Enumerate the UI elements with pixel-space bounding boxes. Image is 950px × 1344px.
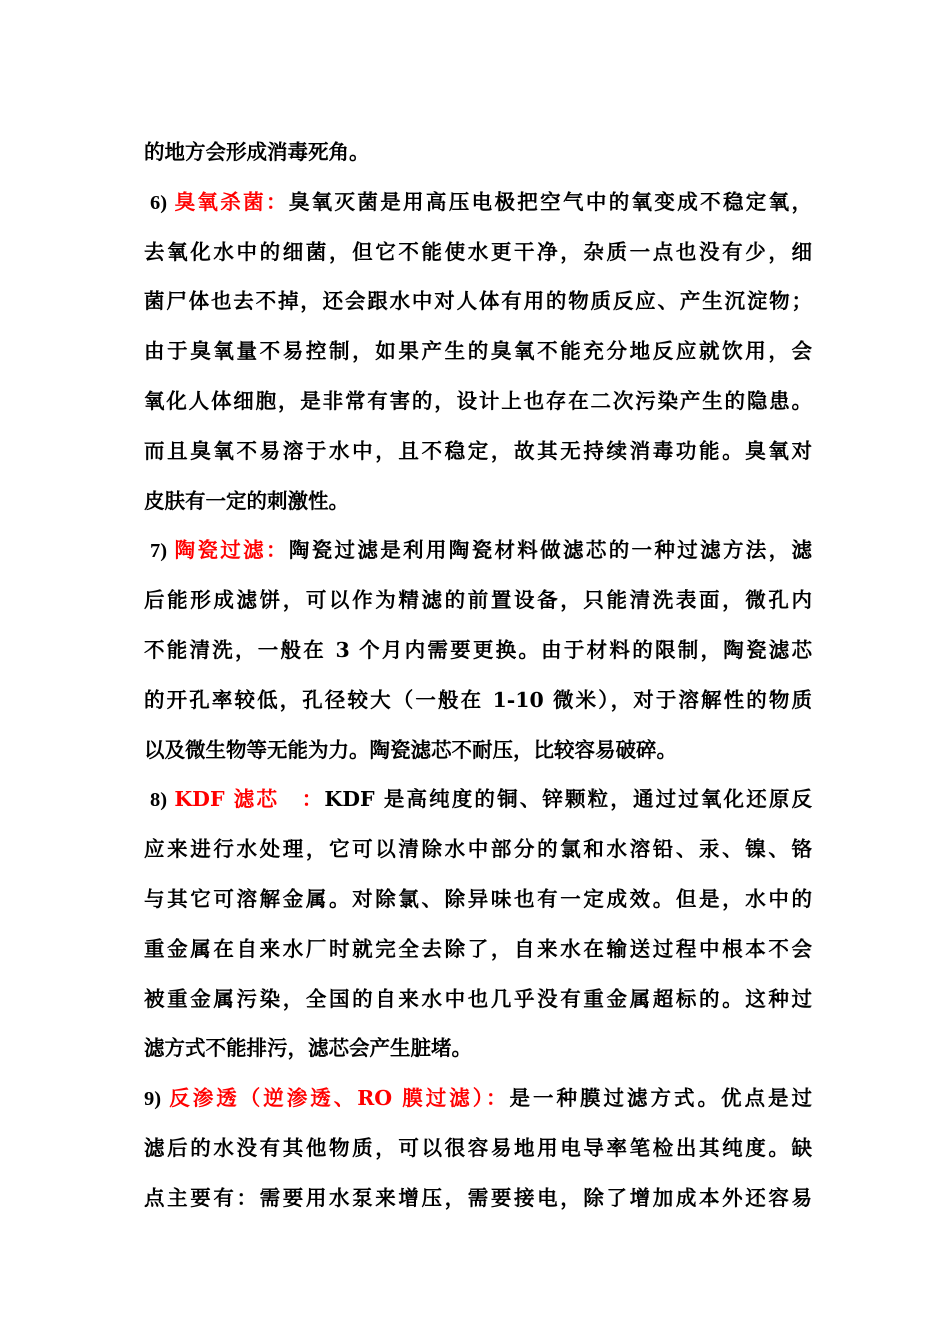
paragraph-line	[144, 277, 812, 327]
paragraph-line	[144, 377, 812, 427]
section-number: 9)	[144, 1088, 170, 1111]
paragraph-line	[144, 975, 812, 1025]
paragraph-line	[144, 925, 812, 975]
section-number: 8)	[150, 789, 175, 812]
section-heading: 陶瓷过滤：	[174, 538, 289, 563]
paragraph-line	[144, 1124, 812, 1174]
line-text: 被重金属污染，全国的自来水中也几乎没有重金属超标的。这种过	[144, 986, 812, 1011]
paragraph-line	[144, 427, 812, 477]
line-text: 而且臭氧不易溶于水中，且不稳定，故其无持续消毒功能。臭氧对	[144, 438, 812, 463]
section-heading: KDF 滤芯 ：	[174, 787, 325, 812]
section-number: 6)	[150, 191, 175, 214]
paragraph-line	[144, 576, 812, 626]
section-heading: 臭氧杀菌：	[174, 189, 289, 214]
section-heading-line	[144, 526, 812, 576]
paragraph-line	[144, 726, 812, 776]
paragraph-line	[144, 626, 812, 676]
paragraph-line	[144, 327, 812, 377]
line-text: 的地方会形成消毒死角。	[144, 140, 370, 164]
line-text: 去氧化水中的细菌，但它不能使水更干净，杂质一点也没有少，细	[144, 239, 812, 264]
section-heading-line	[144, 775, 812, 825]
section-number: 7)	[150, 540, 175, 563]
paragraph-line	[144, 825, 812, 875]
paragraph-line	[144, 477, 812, 527]
section-heading-line	[144, 1074, 812, 1124]
line-text: 点主要有：需要用水泵来增压，需要接电，除了增加成本外还容易	[144, 1185, 812, 1210]
line-text: 以及微生物等无能为力。陶瓷滤芯不耐压，比较容易破碎。	[144, 737, 677, 762]
paragraph-line	[144, 128, 812, 178]
line-text: 皮肤有一定的刺激性。	[144, 488, 349, 513]
document-body	[144, 128, 812, 1224]
paragraph-line	[144, 1024, 812, 1074]
paragraph-line	[144, 676, 812, 726]
line-text: KDF 是高纯度的铜、锌颗粒，通过过氧化还原反	[324, 787, 812, 812]
line-text: 是一种膜过滤方式。优点是过	[509, 1086, 812, 1111]
line-text: 后能形成滤饼，可以作为精滤的前置设备，只能清洗表面，微孔内	[144, 588, 812, 613]
section-heading-line	[144, 178, 812, 228]
line-text: 滤方式不能排污，滤芯会产生脏堵。	[144, 1036, 472, 1061]
line-text: 重金属在自来水厂时就完全去除了，自来水在输送过程中根本不会	[144, 936, 812, 961]
line-text: 与其它可溶解金属。对除氯、除异味也有一定成效。但是，水中的	[144, 886, 812, 911]
line-text: 氧化人体细胞，是非常有害的，设计上也存在二次污染产生的隐患。	[144, 388, 812, 413]
paragraph-line	[144, 228, 812, 278]
line-text: 菌尸体也去不掉，还会跟水中对人体有用的物质反应、产生沉淀物；	[144, 289, 812, 314]
paragraph-line	[144, 875, 812, 925]
line-text: 滤后的水没有其他物质，可以很容易地用电导率笔检出其纯度。缺	[144, 1135, 812, 1160]
paragraph-line	[144, 1174, 812, 1224]
line-text: 陶瓷过滤是利用陶瓷材料做滤芯的一种过滤方法，滤	[288, 538, 812, 563]
line-text: 不能清洗，一般在 3 个月内需要更换。由于材料的限制，陶瓷滤芯	[144, 637, 812, 662]
line-text: 臭氧灭菌是用高压电极把空气中的氧变成不稳定氧，	[288, 189, 812, 214]
line-text: 的开孔率较低，孔径较大（一般在 1-10 微米），对于溶解性的物质	[144, 687, 812, 712]
section-heading: 反渗透（逆渗透、RO 膜过滤）：	[169, 1086, 510, 1111]
line-text: 应来进行水处理，它可以清除水中部分的氯和水溶铅、汞、镍、铬	[144, 837, 812, 862]
line-text: 由于臭氧量不易控制，如果产生的臭氧不能充分地反应就饮用，会	[144, 339, 812, 364]
